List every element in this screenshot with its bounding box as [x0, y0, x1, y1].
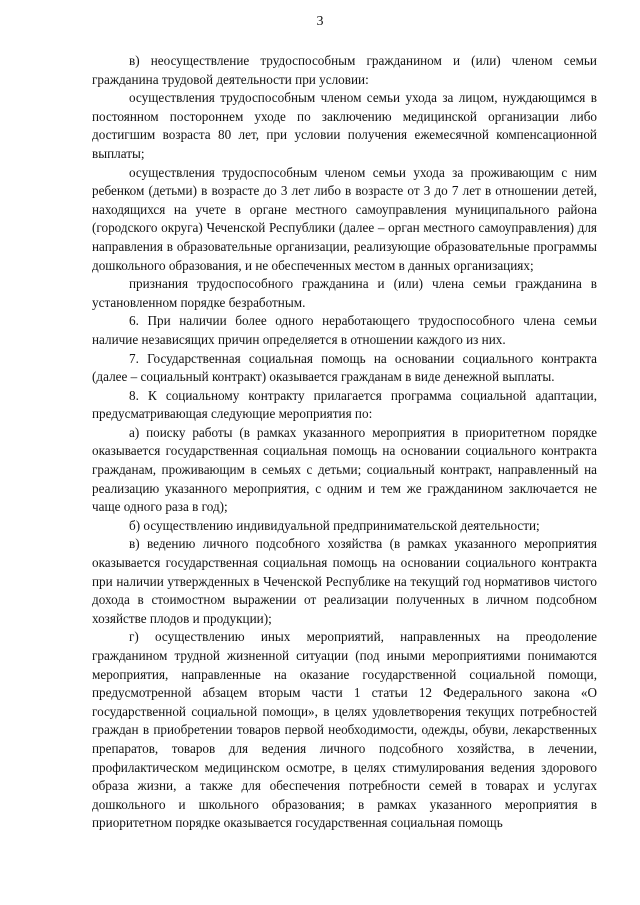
paragraph-item-b-entrepreneurship: б) осуществлению индивидуальной предпринимательской деятельности; [129, 517, 540, 533]
paragraph-recognized-unemployed: признания трудоспособного гражданина и (или) члена семьи гражданина в установленном порядке безработным. [92, 276, 597, 310]
paragraph-clause-8: 8. К социальному контракту прилагается программа социальной адаптации, предусматривающая следующие мероприятия по: [92, 387, 597, 422]
page-number: 3 [316, 14, 324, 29]
paragraph-clause-6: 6. При наличии более одного неработающего трудоспособного члена семьи наличие независящих причин определяется в отношении каждого из них. [92, 313, 597, 347]
paragraph-care-for-child: осуществления трудоспособным членом семьи ухода за проживающим с ним ребенком (детьми) в возрасте до 3 лет либо в возрасте от 3 до 7 лет в отношении детей, находящихся на учете в органе местного самоуправления муниципального района (городского округа) Чеченской Республики (далее – орган местного самоуправления) для направления в образовательные организации, реализующие образовательные программы дошкольного образования, и не обеспеченных местом в данных организациях; [92, 164, 597, 273]
body-text [92, 52, 597, 833]
paragraph-item-a-job-search: а) поиску работы (в рамках указанного мероприятия в приоритетном порядке оказывается государственная социальная помощь на основании социального контракта гражданам, проживающим в семьях с детьми; социальный контракт, направленный на реализацию указанного мероприятия, с одним и тем же гражданином заключается не чаще одного раза в год); [92, 424, 597, 515]
paragraph-clause-7: 7. Государственная социальная помощь на основании социального контракта (далее – социальный контракт) оказывается гражданам в виде денежной выплаты. [92, 350, 597, 385]
paragraph-item-v-household-farming: в) ведению личного подсобного хозяйства (в рамках указанного мероприятия оказывается государственная социальная помощь на основании социального контракта при наличии утвержденных в Чеченской Республике на текущий год нормативов чистого дохода в стоимостном выражении от реализации полученных в личном подсобном хозяйстве плодов и продукции); [92, 536, 597, 626]
paragraph-item-g-other-measures: г) осуществлению иных мероприятий, направленных на преодоление гражданином трудной жизненной ситуации (под иными мероприятиями понимаются мероприятия, направленные на оказание государственной социальной помощи, предусмотренной абзацем вторым части 1 статьи 12 Федерального закона «О государственной социальной помощи», в целях удовлетворения текущих потребностей граждан в приобретении товаров первой необходимости, одежды, обуви, лекарственных препаратов, товаров для ведения личного подсобного хозяйства, в лечении, профилактическом медицинском осмотре, в целях стимулирования ведения здорового образа жизни, а также для обеспечения потребности семей в товарах и услугах дошкольного и школьного образования; в рамках указанного мероприятия в приоритетном порядке оказывается государственная социальная помощь [92, 629, 597, 831]
paragraph-care-for-dependent: осуществления трудоспособным членом семьи ухода за лицом, нуждающимся в постоянном постороннем уходе по заключению медицинской организации либо достигшим возраста 80 лет, при условии получения ежемесячной компенсационной выплаты; [92, 90, 597, 161]
paragraph-c-unemployment-conditions: в) неосуществление трудоспособным гражданином и (или) членом семьи гражданина трудовой деятельности при условии: [92, 53, 597, 87]
